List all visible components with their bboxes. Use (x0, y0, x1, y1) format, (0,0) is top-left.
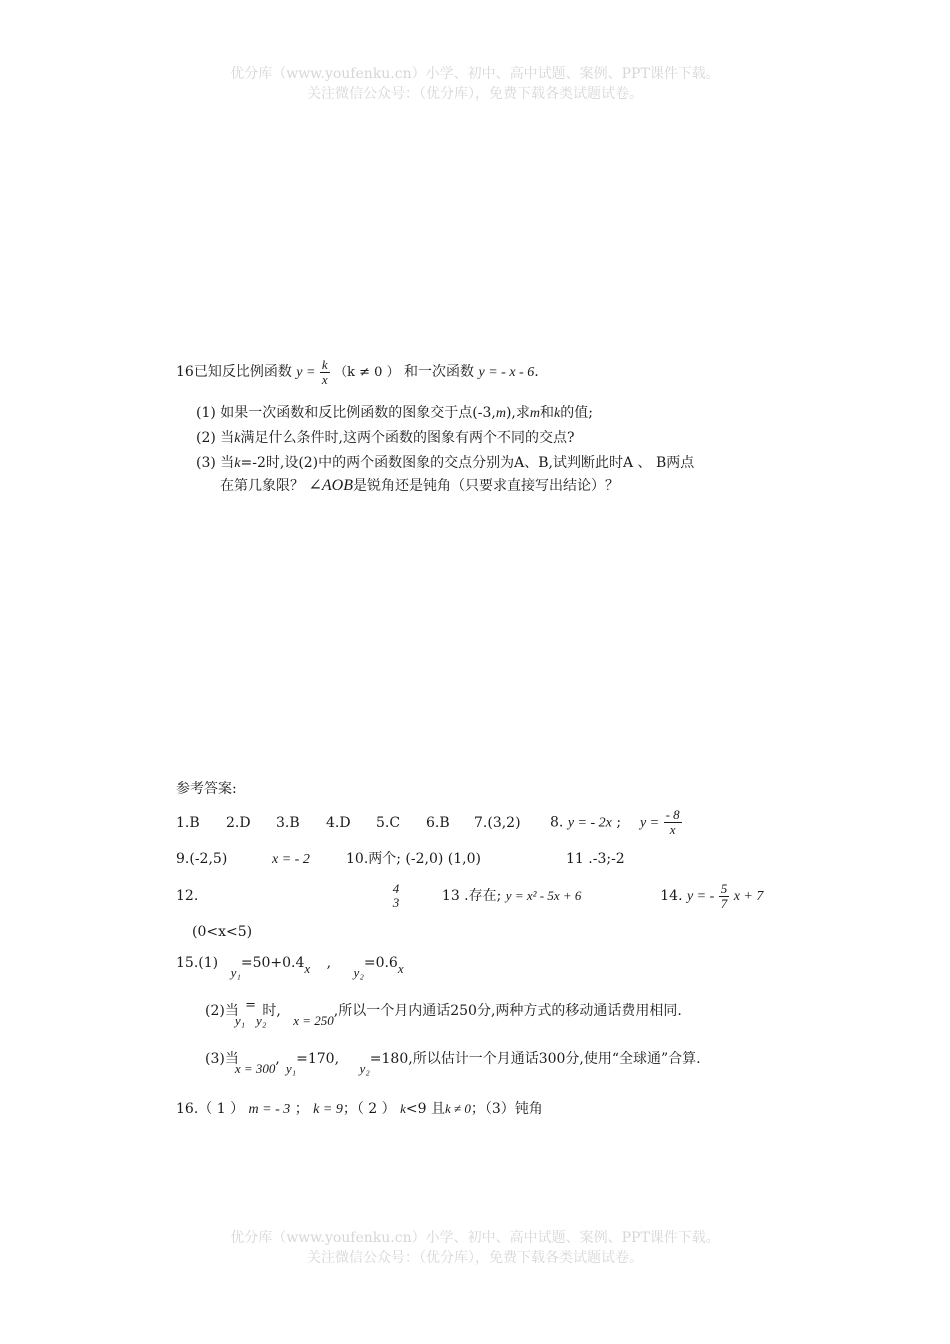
fraction-minus8-over-x: $\frac{- 8}{x}$ (665, 807, 680, 837)
fraction-k-over-x: $\frac{k}{x}$ (321, 356, 328, 387)
answers-heading: 参考答案: (176, 781, 237, 797)
watermark-top-line1: 优分库（www.youfenku.cn）小学、初中、高中试题、案例、PPT课件下载。 (230, 66, 720, 82)
fraction-5-over-7: $\frac{5}{7}$ (720, 880, 728, 911)
watermark-bottom-line1: 优分库（www.youfenku.cn）小学、初中、高中试题、案例、PPT课件下载。 (230, 1230, 720, 1246)
answers-row-2: 9.(-2,5) x = - 2 10.两个; (-2,0) (1,0) 11 .-3;-2 (176, 851, 625, 867)
answer-15-part1: 15.(1) y₁=50+0.4x , y₂=0.6x (176, 955, 404, 980)
question-16-part3-line2: 在第几象限？ ∠AOB是锐角还是钝角（只要求直接写出结论）？ (220, 477, 619, 494)
answer-15-part2: (2)当y₁=y₂时, x = 250,所以一个月内通话250分,两种方式的移动通话费用相同. (205, 998, 682, 1028)
answer-14-range: (0<x<5) (192, 924, 253, 940)
question-16-part3: (3) 当k=-2时,设(2)中的两个函数图象的交点分别为A、B,试判断此时A 、 B两点 (196, 455, 695, 471)
answer-16: 16.（ 1 ） m = - 3 ； k = 9；（ 2 ） k<9 且k ≠ 0；（3）钝角 (176, 1101, 543, 1117)
answer-15-part3: (3)当x = 300,y₁=170, y₂=180,所以估计一个月通话300分,使用“全球通”合算. (205, 1051, 701, 1076)
watermark-top-line2: 关注微信公众号：（优分库），免费下载各类试题试卷。 (307, 86, 643, 102)
watermark-bottom-line2: 关注微信公众号：（优分库），免费下载各类试题试卷。 (307, 1250, 643, 1266)
answers-row-3: 12. 4 3 13 .存在; y = x² - 5x + 6 14. y = - $\frac{5}{7}$ x + 7 (176, 880, 764, 911)
question-16-part1: (1) 如果一次函数和反比例函数的图象交于点(-3,m),求m和k的值; (196, 405, 593, 421)
fraction-4-over-3: 4 3 (392, 881, 400, 910)
question-16-part2: (2) 当k满足什么条件时,这两个函数的图象有两个不同的交点? (196, 430, 575, 446)
answers-row-1: 1.B 2.D 3.B 4.D 5.C 6.B 7.(3,2) 8. y = - 2x ; y = $\frac{- 8}{x}$ (176, 807, 680, 837)
question-16-stem: 16已知反比例函数 y = $\frac{k}{x}$ （k ≠ 0 ） 和一次函数 y = - x - 6. (176, 356, 539, 387)
